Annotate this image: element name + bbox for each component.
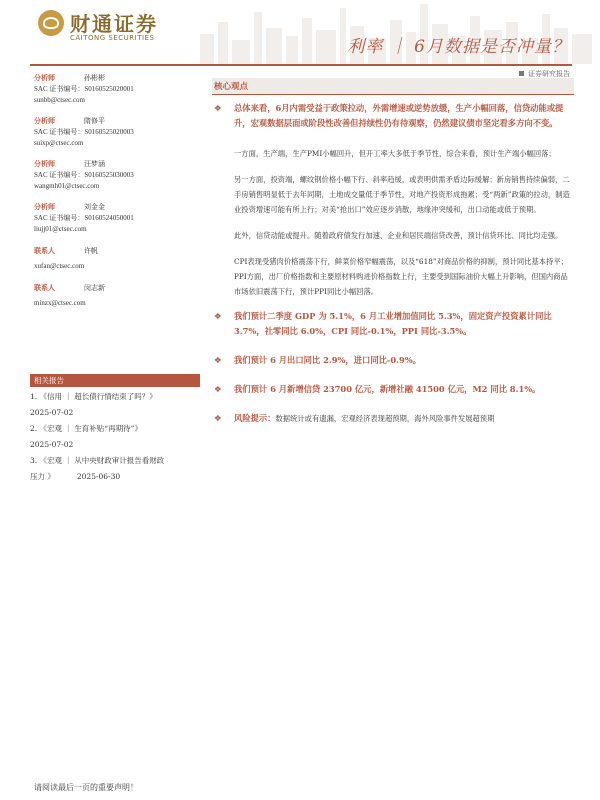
core-views-section	[212, 78, 574, 426]
diamond-bullet-icon: ❖	[214, 413, 222, 423]
risk-text: 数据统计或有遗漏，宏观经济表现超预期，海外风险事件发展超预期	[275, 414, 495, 423]
analyst-card	[34, 158, 194, 192]
contact-card	[34, 282, 194, 309]
related-reports	[30, 374, 200, 485]
analyst-role: 分析师	[34, 159, 55, 168]
header-divider	[30, 64, 572, 66]
analyst-panel	[34, 72, 194, 318]
price-paragraph: CPI表现受猪肉价格震荡下行，鲜菜价格窄幅震荡，以及“618”对商品价格的抑制，预计同比基本持平；PPI方面，出厂价格指数和主要原材料购进价格指数上行，主要受到国际油价大幅上升影响，但国内商品市场依旧震荡下行，预计PPI同比小幅回落。	[234, 257, 568, 296]
analyst-card	[34, 115, 194, 149]
analyst-role: 分析师	[34, 116, 55, 125]
related-report-date: 2025-07-02	[30, 408, 74, 417]
production-paragraph: 一方面，生产端，生产PMI小幅回升，但开工率大多低于季节性，综合来看，预计生产端小幅回落；	[234, 149, 556, 158]
analyst-sac: SAC 证书编号：S0160525020001	[34, 85, 134, 93]
analyst-name: 孙彬彬	[84, 74, 105, 82]
disclaimer-footer: 请阅读最后一页的重要声明！	[34, 783, 138, 792]
related-reports-heading: 相关报告	[30, 374, 200, 387]
analyst-card	[34, 201, 194, 235]
analyst-role: 分析师	[34, 73, 55, 82]
diamond-bullet-icon: ❖	[214, 384, 222, 394]
logo-english-name: CAITONG SECURITIES	[70, 34, 155, 42]
analyst-sac: SAC 证书编号：S0160525030003	[34, 171, 134, 179]
analyst-email[interactable]: wangmh01@ctsec.com	[34, 182, 100, 190]
investment-paragraph: 另一方面，投资端，螺纹钢价格小幅下行、斜率趋缓，或表明供需矛盾边际缓解；新房销售持续偏弱，二手房销售明显低于去年同期，土地成交量低于季节性，对地产投资形成拖累；受“两新”政策的拉动，制造业投资增速可能有所上行；对美“抢出口”效应逐步消散，地缘冲突缓和，出口动能或低于预期。	[234, 175, 570, 214]
report-header	[0, 0, 600, 68]
forecast-credit-paragraph	[212, 382, 574, 397]
analyst-name: 隋修平	[84, 117, 105, 125]
forecast-trade-paragraph	[212, 353, 574, 368]
contact-name: 许帆	[84, 247, 98, 255]
risk-paragraph	[212, 411, 574, 426]
summary-text: 总体来看，6月内需受益于政策拉动，外需增速或逆势放缓，生产小幅回落，信贷动能或提升，宏观数据层面或阶段性改善但持续性仍有待观察，仍然建议债市坚定看多方向不变。	[234, 103, 564, 128]
report-type-label: 证券研究报告	[528, 70, 570, 78]
logo-chinese-name: 财通证券	[70, 12, 158, 36]
diamond-bullet-icon: ❖	[214, 355, 222, 365]
analyst-name: 刘金金	[84, 203, 105, 211]
related-report-date: 2025-07-02	[30, 440, 74, 449]
contact-role: 联系人	[34, 246, 55, 255]
credit-paragraph: 此外，信贷动能或提升。随着政府债发行加速、企业和居民端信贷改善，预计信贷环比、同比均走强。	[234, 231, 563, 240]
related-report-title[interactable]: 1. 《信用 ｜ 超长债行情结束了吗？》	[30, 392, 157, 401]
analyst-email[interactable]: liujj01@ctsec.com	[34, 225, 87, 233]
related-report-title-cont[interactable]: 压力 》	[30, 472, 55, 481]
analyst-role: 分析师	[34, 202, 55, 211]
contact-email[interactable]: xufan@ctsec.com	[34, 262, 85, 270]
risk-label: 风险提示：	[234, 413, 276, 423]
analyst-name: 汪梦涵	[84, 160, 105, 168]
contact-name: 闵志新	[84, 284, 105, 292]
analyst-sac: SAC 证书编号：S0160525020003	[34, 128, 134, 136]
related-report-date: 2025-06-30	[76, 472, 121, 481]
diamond-bullet-icon: ❖	[214, 103, 222, 113]
core-views-heading: 核心观点	[212, 78, 574, 95]
report-title: 利率 ｜ 6月数据是否冲量？	[347, 37, 570, 57]
related-report-title[interactable]: 3. 《宏观 ｜ 从中央财政审计报告看财政	[30, 456, 165, 465]
square-icon	[519, 71, 524, 76]
forecast-gdp-text: 我们预计二季度 GDP 为 5.1%，6 月工业增加值同比 5.3%，固定资产投资累计同比 3.7%，社零同比 6.0%，CPI 同比-0.1%，PPI 同比-3.5%。	[234, 311, 552, 336]
summary-paragraph	[212, 101, 574, 131]
forecast-credit-text: 我们预计 6 月新增信贷 23700 亿元，新增社融 41500 亿元，M2 同比 8.1%。	[234, 384, 541, 394]
diamond-bullet-icon: ❖	[214, 311, 222, 321]
analyst-email[interactable]: suixp@ctsec.com	[34, 139, 84, 147]
analyst-email[interactable]: sunbb@ctsec.com	[34, 96, 85, 104]
forecast-gdp-paragraph	[212, 309, 574, 339]
company-logo	[38, 8, 178, 48]
related-reports-list	[30, 389, 200, 485]
related-report-title[interactable]: 2. 《宏观 ｜ 生育补贴“再期待”》	[30, 424, 142, 433]
contact-role: 联系人	[34, 283, 55, 292]
analyst-sac: SAC 证书编号：S0160524050001	[34, 214, 134, 222]
logo-icon	[38, 10, 64, 36]
forecast-trade-text: 我们预计 6 月出口同比 2.9%，进口同比-0.9%。	[234, 355, 421, 365]
contact-email[interactable]: minzx@ctsec.com	[34, 299, 86, 307]
contact-card	[34, 245, 194, 272]
analyst-card	[34, 72, 194, 106]
